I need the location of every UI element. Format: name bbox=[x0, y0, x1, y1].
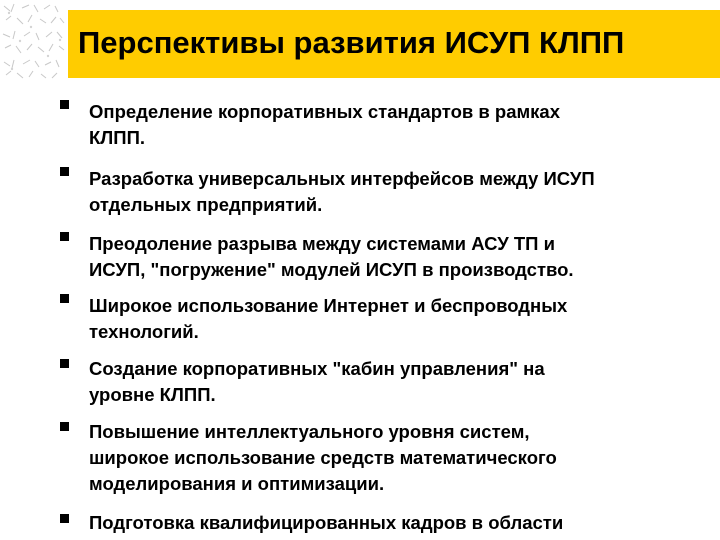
square-bullet-icon bbox=[60, 232, 69, 241]
square-bullet-icon bbox=[60, 294, 69, 303]
bullet-text: Широкое использование Интернет и беспроводных технологий. bbox=[89, 295, 568, 342]
bullet-text: Создание корпоративных "кабин управления" на уровне КЛПП. bbox=[89, 358, 545, 405]
slide-title: Перспективы развития ИСУП КЛПП bbox=[78, 25, 625, 60]
square-bullet-icon bbox=[60, 167, 69, 176]
square-bullet-icon bbox=[60, 422, 69, 431]
bullet-text: Повышение интеллектуального уровня систем, широкое использование средств математического моделирования и оптимизации. bbox=[89, 421, 557, 494]
bullet-text: Разработка универсальных интерфейсов между ИСУП отдельных предприятий. bbox=[89, 168, 595, 215]
square-bullet-icon bbox=[60, 100, 69, 109]
square-bullet-icon bbox=[60, 514, 69, 523]
square-bullet-icon bbox=[60, 359, 69, 368]
bullet-text: Преодоление разрыва между системами АСУ ТП и ИСУП, "погружение" модулей ИСУП в производство. bbox=[89, 233, 574, 280]
bullet-text: Подготовка квалифицированных кадров в области bbox=[89, 512, 564, 533]
bullet-text: Определение корпоративных стандартов в рамках КЛПП. bbox=[89, 101, 561, 148]
